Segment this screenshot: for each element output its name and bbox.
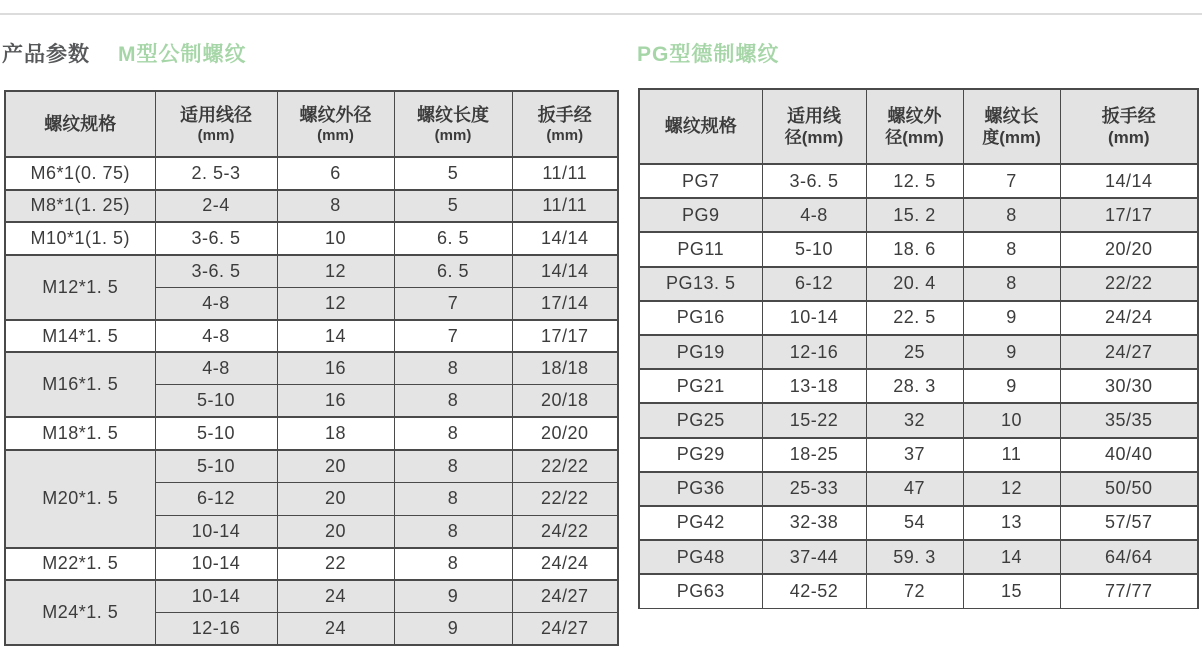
- value-cell: 77/77: [1060, 574, 1198, 608]
- table-row: [639, 403, 1198, 437]
- column-header-unit: 径(mm): [885, 128, 944, 148]
- thread-spec-cell: PG13. 5: [639, 267, 762, 301]
- column-header-label: 扳手经: [1101, 106, 1156, 127]
- table-row: [5, 320, 618, 353]
- thread-spec-cell: PG63: [639, 574, 762, 608]
- value-cell: 8: [394, 385, 512, 418]
- value-cell: 25-33: [762, 472, 866, 506]
- thread-spec-cell: PG9: [639, 198, 762, 232]
- thread-spec-cell: PG7: [639, 164, 762, 198]
- value-cell: 28. 3: [866, 369, 963, 403]
- value-cell: 18/18: [512, 352, 618, 385]
- value-cell: 57/57: [1060, 506, 1198, 540]
- value-cell: 20/20: [512, 417, 618, 450]
- value-cell: 12: [963, 472, 1060, 506]
- table-row: [5, 352, 618, 385]
- value-cell: 37: [866, 438, 963, 472]
- thread-spec-cell: PG11: [639, 232, 762, 266]
- column-header-unit: (mm): [546, 127, 584, 145]
- table-row: [639, 540, 1198, 574]
- value-cell: 64/64: [1060, 540, 1198, 574]
- column-header-wire-diameter: [762, 89, 866, 164]
- value-cell: 8: [394, 548, 512, 581]
- metric-table-body: [5, 157, 618, 645]
- value-cell: 10-14: [155, 580, 277, 613]
- pg-thread-spec-table: [638, 88, 1199, 609]
- value-cell: 2. 5-3: [155, 157, 277, 190]
- thread-spec-cell: M14*1. 5: [5, 320, 155, 353]
- value-cell: 14/14: [512, 222, 618, 255]
- pg-thread-table-title: PG型德制螺纹: [637, 43, 780, 66]
- thread-spec-cell: M16*1. 5: [5, 352, 155, 417]
- table-row: [639, 472, 1198, 506]
- table-row: [639, 574, 1198, 608]
- value-cell: 54: [866, 506, 963, 540]
- column-header-unit: (mm): [1107, 128, 1150, 148]
- value-cell: 5-10: [155, 385, 277, 418]
- headings-row: [0, 38, 1202, 64]
- table-row: [5, 255, 618, 288]
- value-cell: 8: [394, 515, 512, 548]
- value-cell: 14: [963, 540, 1060, 574]
- table-row: [5, 157, 618, 190]
- thread-spec-cell: PG29: [639, 438, 762, 472]
- table-row: [639, 198, 1198, 232]
- metric-thread-table-title: M型公制螺纹: [118, 43, 247, 66]
- table-row: [5, 222, 618, 255]
- value-cell: 6. 5: [394, 255, 512, 288]
- column-header-unit: 径(mm): [784, 128, 844, 148]
- table-row: [5, 548, 618, 581]
- value-cell: 14/14: [1060, 164, 1198, 198]
- thread-spec-cell: PG36: [639, 472, 762, 506]
- value-cell: 5: [394, 190, 512, 223]
- value-cell: 20: [277, 515, 394, 548]
- value-cell: 24/27: [1060, 335, 1198, 369]
- thread-spec-cell: PG42: [639, 506, 762, 540]
- value-cell: 18-25: [762, 438, 866, 472]
- table-row: [5, 190, 618, 223]
- column-header-wire-diameter: [155, 91, 277, 157]
- value-cell: 8: [963, 232, 1060, 266]
- value-cell: 32-38: [762, 506, 866, 540]
- thread-spec-cell: M10*1(1. 5): [5, 222, 155, 255]
- column-header-thread-length: [963, 89, 1060, 164]
- value-cell: 11/11: [512, 190, 618, 223]
- value-cell: 4-8: [762, 198, 866, 232]
- value-cell: 17/17: [512, 320, 618, 353]
- value-cell: 24/24: [1060, 301, 1198, 335]
- value-cell: 22/22: [512, 482, 618, 515]
- value-cell: 3-6. 5: [155, 222, 277, 255]
- value-cell: 12: [277, 287, 394, 320]
- value-cell: 10-14: [762, 301, 866, 335]
- table-row: [5, 417, 618, 450]
- value-cell: 12-16: [762, 335, 866, 369]
- value-cell: 24: [277, 613, 394, 646]
- value-cell: 5-10: [155, 450, 277, 483]
- value-cell: 9: [394, 580, 512, 613]
- column-header-label: 适用线径: [180, 104, 252, 125]
- value-cell: 13-18: [762, 369, 866, 403]
- metric-table-header: [5, 91, 618, 157]
- value-cell: 25: [866, 335, 963, 369]
- table-row: [639, 369, 1198, 403]
- value-cell: 22/22: [512, 450, 618, 483]
- column-header-wrench-size: [512, 91, 618, 157]
- pg-table-header: [639, 89, 1198, 164]
- header-row: [5, 91, 618, 157]
- value-cell: 18: [277, 417, 394, 450]
- value-cell: 18. 6: [866, 232, 963, 266]
- value-cell: 11/11: [512, 157, 618, 190]
- value-cell: 8: [277, 190, 394, 223]
- table-row: [639, 301, 1198, 335]
- column-header-thread-od: [866, 89, 963, 164]
- value-cell: 10-14: [155, 548, 277, 581]
- column-header-thread-length: [394, 91, 512, 157]
- value-cell: 9: [963, 301, 1060, 335]
- value-cell: 8: [963, 198, 1060, 232]
- metric-thread-spec-table: [4, 90, 619, 646]
- value-cell: 12. 5: [866, 164, 963, 198]
- thread-spec-cell: M12*1. 5: [5, 255, 155, 320]
- value-cell: 5-10: [155, 417, 277, 450]
- value-cell: 4-8: [155, 287, 277, 320]
- value-cell: 15: [963, 574, 1060, 608]
- value-cell: 3-6. 5: [155, 255, 277, 288]
- value-cell: 5-10: [762, 232, 866, 266]
- value-cell: 20. 4: [866, 267, 963, 301]
- value-cell: 8: [394, 352, 512, 385]
- header-row: [639, 89, 1198, 164]
- value-cell: 9: [394, 613, 512, 646]
- top-divider-line: [0, 13, 1202, 15]
- value-cell: 12-16: [155, 613, 277, 646]
- value-cell: 47: [866, 472, 963, 506]
- thread-spec-cell: PG25: [639, 403, 762, 437]
- value-cell: 3-6. 5: [762, 164, 866, 198]
- value-cell: 24/27: [512, 613, 618, 646]
- value-cell: 24/22: [512, 515, 618, 548]
- value-cell: 72: [866, 574, 963, 608]
- value-cell: 40/40: [1060, 438, 1198, 472]
- thread-spec-cell: PG48: [639, 540, 762, 574]
- value-cell: 14/14: [512, 255, 618, 288]
- table-row: [639, 267, 1198, 301]
- value-cell: 9: [963, 335, 1060, 369]
- value-cell: 6: [277, 157, 394, 190]
- section-title: 产品参数: [2, 43, 90, 66]
- value-cell: 9: [963, 369, 1060, 403]
- value-cell: 15. 2: [866, 198, 963, 232]
- thread-spec-cell: PG16: [639, 301, 762, 335]
- column-header-unit: (mm): [317, 127, 354, 145]
- table-row: [639, 335, 1198, 369]
- column-header-unit: 度(mm): [982, 128, 1041, 148]
- column-header-spec: [5, 91, 155, 157]
- value-cell: 7: [963, 164, 1060, 198]
- value-cell: 5: [394, 157, 512, 190]
- value-cell: 4-8: [155, 320, 277, 353]
- table-row: [639, 506, 1198, 540]
- value-cell: 16: [277, 352, 394, 385]
- column-header-thread-od: [277, 91, 394, 157]
- thread-spec-cell: M22*1. 5: [5, 548, 155, 581]
- column-header-wrench-size: [1060, 89, 1198, 164]
- value-cell: 16: [277, 385, 394, 418]
- column-header-label: 螺纹规格: [44, 113, 117, 134]
- thread-spec-cell: PG19: [639, 335, 762, 369]
- column-header-label: 螺纹规格: [664, 116, 737, 137]
- value-cell: 2-4: [155, 190, 277, 223]
- value-cell: 20/18: [512, 385, 618, 418]
- column-header-spec: [639, 89, 762, 164]
- thread-spec-cell: PG21: [639, 369, 762, 403]
- value-cell: 13: [963, 506, 1060, 540]
- value-cell: 10-14: [155, 515, 277, 548]
- value-cell: 22/22: [1060, 267, 1198, 301]
- value-cell: 24/24: [512, 548, 618, 581]
- value-cell: 8: [394, 417, 512, 450]
- value-cell: 4-8: [155, 352, 277, 385]
- column-header-unit: (mm): [197, 127, 235, 145]
- value-cell: 8: [963, 267, 1060, 301]
- table-row: [5, 450, 618, 483]
- value-cell: 30/30: [1060, 369, 1198, 403]
- value-cell: 17/14: [512, 287, 618, 320]
- value-cell: 50/50: [1060, 472, 1198, 506]
- value-cell: 10: [963, 403, 1060, 437]
- value-cell: 37-44: [762, 540, 866, 574]
- value-cell: 6. 5: [394, 222, 512, 255]
- value-cell: 22. 5: [866, 301, 963, 335]
- thread-spec-cell: M24*1. 5: [5, 580, 155, 645]
- value-cell: 42-52: [762, 574, 866, 608]
- table-row: [639, 438, 1198, 472]
- value-cell: 7: [394, 287, 512, 320]
- value-cell: 17/17: [1060, 198, 1198, 232]
- table-row: [5, 580, 618, 613]
- column-header-label: 适用线: [787, 106, 841, 127]
- thread-spec-cell: M6*1(0. 75): [5, 157, 155, 190]
- value-cell: 24: [277, 580, 394, 613]
- value-cell: 20/20: [1060, 232, 1198, 266]
- value-cell: 14: [277, 320, 394, 353]
- value-cell: 10: [277, 222, 394, 255]
- value-cell: 15-22: [762, 403, 866, 437]
- table-row: [639, 232, 1198, 266]
- value-cell: 59. 3: [866, 540, 963, 574]
- value-cell: 35/35: [1060, 403, 1198, 437]
- thread-spec-cell: M8*1(1. 25): [5, 190, 155, 223]
- column-header-label: 螺纹长度: [417, 104, 489, 125]
- value-cell: 22: [277, 548, 394, 581]
- column-header-label: 扳手经: [537, 104, 592, 125]
- value-cell: 32: [866, 403, 963, 437]
- value-cell: 8: [394, 482, 512, 515]
- value-cell: 20: [277, 450, 394, 483]
- pg-table-body: [639, 164, 1198, 608]
- value-cell: 6-12: [762, 267, 866, 301]
- value-cell: 8: [394, 450, 512, 483]
- column-header-label: 螺纹外: [887, 106, 942, 127]
- thread-spec-cell: M18*1. 5: [5, 417, 155, 450]
- thread-spec-cell: M20*1. 5: [5, 450, 155, 548]
- column-header-label: 螺纹外径: [299, 104, 372, 125]
- value-cell: 12: [277, 255, 394, 288]
- value-cell: 20: [277, 482, 394, 515]
- column-header-unit: (mm): [434, 127, 472, 145]
- value-cell: 7: [394, 320, 512, 353]
- value-cell: 24/27: [512, 580, 618, 613]
- value-cell: 6-12: [155, 482, 277, 515]
- table-row: [639, 164, 1198, 198]
- column-header-label: 螺纹长: [984, 106, 1039, 127]
- value-cell: 11: [963, 438, 1060, 472]
